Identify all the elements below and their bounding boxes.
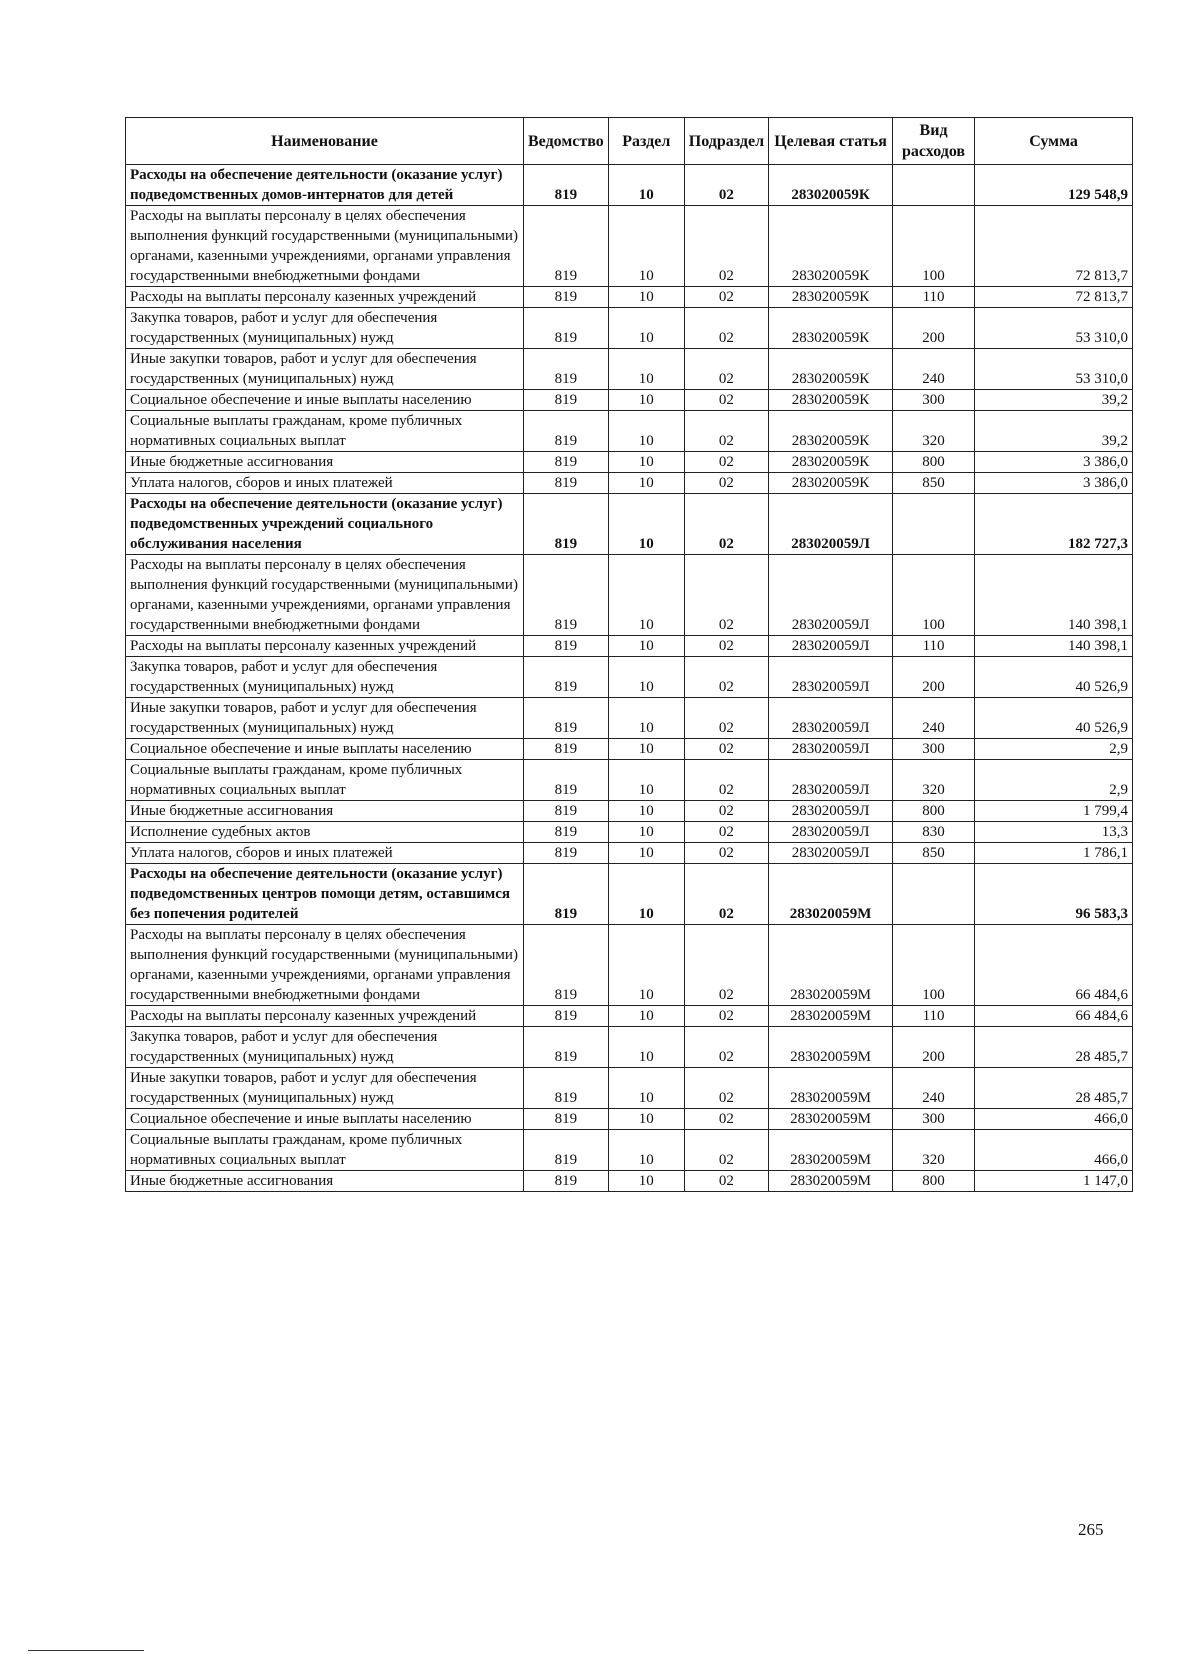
cell-section: 10 xyxy=(608,390,684,411)
cell-section: 10 xyxy=(608,1109,684,1130)
cell-type: 300 xyxy=(893,739,975,760)
table-row xyxy=(126,287,1133,308)
cell-name: Закупка товаров, работ и услуг для обеспечения государственных (муниципальных) нужд xyxy=(126,308,524,349)
table-row xyxy=(126,473,1133,494)
cell-dept: 819 xyxy=(524,843,609,864)
cell-subsection: 02 xyxy=(684,739,768,760)
cell-target: 283020059К xyxy=(769,287,893,308)
table-row xyxy=(126,1109,1133,1130)
cell-target: 283020059М xyxy=(769,1130,893,1171)
cell-subsection: 02 xyxy=(684,843,768,864)
cell-section: 10 xyxy=(608,698,684,739)
cell-type xyxy=(893,494,975,555)
cell-type: 320 xyxy=(893,1130,975,1171)
cell-type: 300 xyxy=(893,390,975,411)
cell-section: 10 xyxy=(608,1006,684,1027)
cell-subsection: 02 xyxy=(684,494,768,555)
header-dept: Ведомство xyxy=(524,118,609,165)
cell-target: 283020059Л xyxy=(769,636,893,657)
cell-target: 283020059Л xyxy=(769,843,893,864)
cell-dept: 819 xyxy=(524,1171,609,1192)
table-row xyxy=(126,843,1133,864)
cell-dept: 819 xyxy=(524,1130,609,1171)
cell-type: 830 xyxy=(893,822,975,843)
cell-name: Иные закупки товаров, работ и услуг для обеспечения государственных (муниципальных) нужд xyxy=(126,1068,524,1109)
table-row xyxy=(126,1027,1133,1068)
cell-name: Расходы на выплаты персоналу казенных учреждений xyxy=(126,636,524,657)
table-row xyxy=(126,657,1133,698)
cell-type: 320 xyxy=(893,760,975,801)
cell-dept: 819 xyxy=(524,452,609,473)
cell-section: 10 xyxy=(608,801,684,822)
cell-target: 283020059М xyxy=(769,1068,893,1109)
cell-sum: 28 485,7 xyxy=(975,1068,1133,1109)
cell-type: 850 xyxy=(893,473,975,494)
cell-subsection: 02 xyxy=(684,555,768,636)
cell-type: 800 xyxy=(893,801,975,822)
table-row xyxy=(126,452,1133,473)
cell-sum: 53 310,0 xyxy=(975,308,1133,349)
table-row xyxy=(126,555,1133,636)
table-row xyxy=(126,801,1133,822)
cell-name: Социальное обеспечение и иные выплаты населению xyxy=(126,739,524,760)
cell-target: 283020059М xyxy=(769,925,893,1006)
table-row xyxy=(126,1068,1133,1109)
cell-dept: 819 xyxy=(524,739,609,760)
footer-rule xyxy=(28,1650,144,1651)
cell-name: Исполнение судебных актов xyxy=(126,822,524,843)
cell-sum: 129 548,9 xyxy=(975,165,1133,206)
cell-target: 283020059М xyxy=(769,1171,893,1192)
page-number: 265 xyxy=(1078,1520,1104,1539)
cell-subsection: 02 xyxy=(684,801,768,822)
cell-section: 10 xyxy=(608,473,684,494)
cell-type: 110 xyxy=(893,287,975,308)
cell-section: 10 xyxy=(608,287,684,308)
cell-section: 10 xyxy=(608,165,684,206)
cell-dept: 819 xyxy=(524,1006,609,1027)
cell-type: 800 xyxy=(893,1171,975,1192)
cell-sum: 39,2 xyxy=(975,390,1133,411)
cell-target: 283020059К xyxy=(769,390,893,411)
cell-section: 10 xyxy=(608,760,684,801)
cell-section: 10 xyxy=(608,1027,684,1068)
cell-dept: 819 xyxy=(524,864,609,925)
cell-type: 200 xyxy=(893,308,975,349)
table-row xyxy=(126,206,1133,287)
cell-name: Иные закупки товаров, работ и услуг для обеспечения государственных (муниципальных) нужд xyxy=(126,349,524,390)
cell-sum: 1 799,4 xyxy=(975,801,1133,822)
table-header-row xyxy=(126,118,1133,165)
header-type: Вид расходов xyxy=(893,118,975,165)
cell-section: 10 xyxy=(608,925,684,1006)
cell-section: 10 xyxy=(608,411,684,452)
cell-type: 200 xyxy=(893,657,975,698)
cell-section: 10 xyxy=(608,739,684,760)
cell-name: Уплата налогов, сборов и иных платежей xyxy=(126,843,524,864)
cell-subsection: 02 xyxy=(684,1027,768,1068)
cell-name: Иные закупки товаров, работ и услуг для обеспечения государственных (муниципальных) нужд xyxy=(126,698,524,739)
cell-sum: 96 583,3 xyxy=(975,864,1133,925)
cell-name: Закупка товаров, работ и услуг для обеспечения государственных (муниципальных) нужд xyxy=(126,657,524,698)
cell-name: Социальные выплаты гражданам, кроме публичных нормативных социальных выплат xyxy=(126,411,524,452)
cell-type xyxy=(893,165,975,206)
cell-section: 10 xyxy=(608,636,684,657)
cell-dept: 819 xyxy=(524,657,609,698)
cell-subsection: 02 xyxy=(684,349,768,390)
cell-name: Расходы на выплаты персоналу в целях обеспечения выполнения функций государственными (муниципальными) органами, казенными учреждениями, органами управления государственными внебюджетными фондами xyxy=(126,206,524,287)
cell-subsection: 02 xyxy=(684,760,768,801)
header-subsection: Подраздел xyxy=(684,118,768,165)
cell-dept: 819 xyxy=(524,390,609,411)
cell-name: Расходы на выплаты персоналу казенных учреждений xyxy=(126,287,524,308)
table-row xyxy=(126,822,1133,843)
cell-name: Социальное обеспечение и иные выплаты населению xyxy=(126,390,524,411)
table-row xyxy=(126,636,1133,657)
cell-name: Расходы на выплаты персоналу в целях обеспечения выполнения функций государственными (муниципальными) органами, казенными учреждениями, органами управления государственными внебюджетными фондами xyxy=(126,925,524,1006)
cell-target: 283020059К xyxy=(769,308,893,349)
cell-sum: 53 310,0 xyxy=(975,349,1133,390)
cell-subsection: 02 xyxy=(684,657,768,698)
cell-subsection: 02 xyxy=(684,287,768,308)
cell-sum: 3 386,0 xyxy=(975,452,1133,473)
cell-section: 10 xyxy=(608,452,684,473)
cell-target: 283020059К xyxy=(769,473,893,494)
cell-target: 283020059Л xyxy=(769,657,893,698)
cell-section: 10 xyxy=(608,864,684,925)
cell-target: 283020059Л xyxy=(769,822,893,843)
cell-dept: 819 xyxy=(524,925,609,1006)
cell-dept: 819 xyxy=(524,308,609,349)
cell-dept: 819 xyxy=(524,760,609,801)
table-row xyxy=(126,698,1133,739)
cell-sum: 2,9 xyxy=(975,739,1133,760)
cell-subsection: 02 xyxy=(684,1130,768,1171)
header-name: Наименование xyxy=(126,118,524,165)
table-body xyxy=(126,165,1133,1192)
table-row xyxy=(126,864,1133,925)
cell-type: 100 xyxy=(893,206,975,287)
cell-section: 10 xyxy=(608,1068,684,1109)
cell-dept: 819 xyxy=(524,555,609,636)
cell-name: Уплата налогов, сборов и иных платежей xyxy=(126,473,524,494)
cell-type: 100 xyxy=(893,925,975,1006)
cell-target: 283020059Л xyxy=(769,494,893,555)
table-row xyxy=(126,739,1133,760)
cell-subsection: 02 xyxy=(684,452,768,473)
cell-dept: 819 xyxy=(524,165,609,206)
cell-name: Расходы на обеспечение деятельности (оказание услуг) подведомственных центров помощи детям, оставшимся без попечения родителей xyxy=(126,864,524,925)
cell-subsection: 02 xyxy=(684,698,768,739)
table-row xyxy=(126,165,1133,206)
cell-sum: 66 484,6 xyxy=(975,925,1133,1006)
cell-sum: 40 526,9 xyxy=(975,657,1133,698)
cell-sum: 1 147,0 xyxy=(975,1171,1133,1192)
cell-section: 10 xyxy=(608,349,684,390)
cell-type: 300 xyxy=(893,1109,975,1130)
cell-target: 283020059К xyxy=(769,452,893,473)
cell-sum: 140 398,1 xyxy=(975,636,1133,657)
cell-dept: 819 xyxy=(524,1027,609,1068)
budget-table xyxy=(125,117,1133,1192)
cell-target: 283020059К xyxy=(769,349,893,390)
header-target: Целевая статья xyxy=(769,118,893,165)
table-row xyxy=(126,1171,1133,1192)
cell-type xyxy=(893,864,975,925)
header-section: Раздел xyxy=(608,118,684,165)
table-row xyxy=(126,925,1133,1006)
cell-sum: 40 526,9 xyxy=(975,698,1133,739)
cell-name: Иные бюджетные ассигнования xyxy=(126,1171,524,1192)
cell-target: 283020059Л xyxy=(769,555,893,636)
cell-sum: 466,0 xyxy=(975,1130,1133,1171)
cell-target: 283020059Л xyxy=(769,801,893,822)
cell-type: 320 xyxy=(893,411,975,452)
table-row xyxy=(126,349,1133,390)
cell-section: 10 xyxy=(608,555,684,636)
cell-name: Расходы на обеспечение деятельности (оказание услуг) подведомственных домов-интернатов для детей xyxy=(126,165,524,206)
table-row xyxy=(126,390,1133,411)
cell-sum: 13,3 xyxy=(975,822,1133,843)
cell-name: Иные бюджетные ассигнования xyxy=(126,452,524,473)
cell-dept: 819 xyxy=(524,287,609,308)
cell-section: 10 xyxy=(608,843,684,864)
cell-sum: 2,9 xyxy=(975,760,1133,801)
cell-dept: 819 xyxy=(524,822,609,843)
cell-sum: 1 786,1 xyxy=(975,843,1133,864)
cell-section: 10 xyxy=(608,657,684,698)
cell-subsection: 02 xyxy=(684,1171,768,1192)
cell-section: 10 xyxy=(608,1171,684,1192)
cell-dept: 819 xyxy=(524,1068,609,1109)
cell-name: Иные бюджетные ассигнования xyxy=(126,801,524,822)
cell-dept: 819 xyxy=(524,801,609,822)
cell-name: Расходы на выплаты персоналу в целях обеспечения выполнения функций государственными (муниципальными) органами, казенными учреждениями, органами управления государственными внебюджетными фондами xyxy=(126,555,524,636)
cell-type: 200 xyxy=(893,1027,975,1068)
cell-name: Расходы на выплаты персоналу казенных учреждений xyxy=(126,1006,524,1027)
cell-subsection: 02 xyxy=(684,636,768,657)
cell-type: 240 xyxy=(893,698,975,739)
header-sum: Сумма xyxy=(975,118,1133,165)
cell-name: Расходы на обеспечение деятельности (оказание услуг) подведомственных учреждений социального обслуживания населения xyxy=(126,494,524,555)
cell-dept: 819 xyxy=(524,206,609,287)
cell-sum: 182 727,3 xyxy=(975,494,1133,555)
cell-sum: 28 485,7 xyxy=(975,1027,1133,1068)
cell-sum: 466,0 xyxy=(975,1109,1133,1130)
cell-target: 283020059Л xyxy=(769,698,893,739)
cell-dept: 819 xyxy=(524,494,609,555)
cell-sum: 39,2 xyxy=(975,411,1133,452)
cell-dept: 819 xyxy=(524,1109,609,1130)
cell-name: Социальное обеспечение и иные выплаты населению xyxy=(126,1109,524,1130)
cell-type: 800 xyxy=(893,452,975,473)
cell-subsection: 02 xyxy=(684,165,768,206)
table-row xyxy=(126,1006,1133,1027)
cell-name: Закупка товаров, работ и услуг для обеспечения государственных (муниципальных) нужд xyxy=(126,1027,524,1068)
cell-target: 283020059М xyxy=(769,864,893,925)
cell-sum: 3 386,0 xyxy=(975,473,1133,494)
cell-target: 283020059М xyxy=(769,1027,893,1068)
cell-sum: 72 813,7 xyxy=(975,206,1133,287)
cell-subsection: 02 xyxy=(684,206,768,287)
cell-section: 10 xyxy=(608,822,684,843)
cell-sum: 140 398,1 xyxy=(975,555,1133,636)
cell-dept: 819 xyxy=(524,473,609,494)
cell-target: 283020059К xyxy=(769,206,893,287)
cell-subsection: 02 xyxy=(684,1006,768,1027)
cell-subsection: 02 xyxy=(684,411,768,452)
table-row xyxy=(126,308,1133,349)
table-row xyxy=(126,760,1133,801)
cell-type: 850 xyxy=(893,843,975,864)
cell-subsection: 02 xyxy=(684,308,768,349)
cell-subsection: 02 xyxy=(684,1068,768,1109)
cell-target: 283020059К xyxy=(769,411,893,452)
cell-dept: 819 xyxy=(524,349,609,390)
cell-type: 110 xyxy=(893,1006,975,1027)
cell-subsection: 02 xyxy=(684,473,768,494)
cell-type: 110 xyxy=(893,636,975,657)
cell-target: 283020059К xyxy=(769,165,893,206)
cell-dept: 819 xyxy=(524,636,609,657)
cell-dept: 819 xyxy=(524,411,609,452)
cell-type: 100 xyxy=(893,555,975,636)
cell-target: 283020059Л xyxy=(769,739,893,760)
cell-subsection: 02 xyxy=(684,925,768,1006)
cell-target: 283020059М xyxy=(769,1109,893,1130)
cell-subsection: 02 xyxy=(684,822,768,843)
cell-section: 10 xyxy=(608,1130,684,1171)
cell-section: 10 xyxy=(608,494,684,555)
cell-dept: 819 xyxy=(524,698,609,739)
cell-name: Социальные выплаты гражданам, кроме публичных нормативных социальных выплат xyxy=(126,1130,524,1171)
table-row xyxy=(126,494,1133,555)
table-row xyxy=(126,1130,1133,1171)
cell-subsection: 02 xyxy=(684,864,768,925)
cell-target: 283020059Л xyxy=(769,760,893,801)
cell-name: Социальные выплаты гражданам, кроме публичных нормативных социальных выплат xyxy=(126,760,524,801)
cell-sum: 66 484,6 xyxy=(975,1006,1133,1027)
cell-section: 10 xyxy=(608,206,684,287)
cell-subsection: 02 xyxy=(684,1109,768,1130)
cell-subsection: 02 xyxy=(684,390,768,411)
cell-type: 240 xyxy=(893,349,975,390)
table-row xyxy=(126,411,1133,452)
cell-sum: 72 813,7 xyxy=(975,287,1133,308)
cell-target: 283020059М xyxy=(769,1006,893,1027)
cell-section: 10 xyxy=(608,308,684,349)
cell-type: 240 xyxy=(893,1068,975,1109)
